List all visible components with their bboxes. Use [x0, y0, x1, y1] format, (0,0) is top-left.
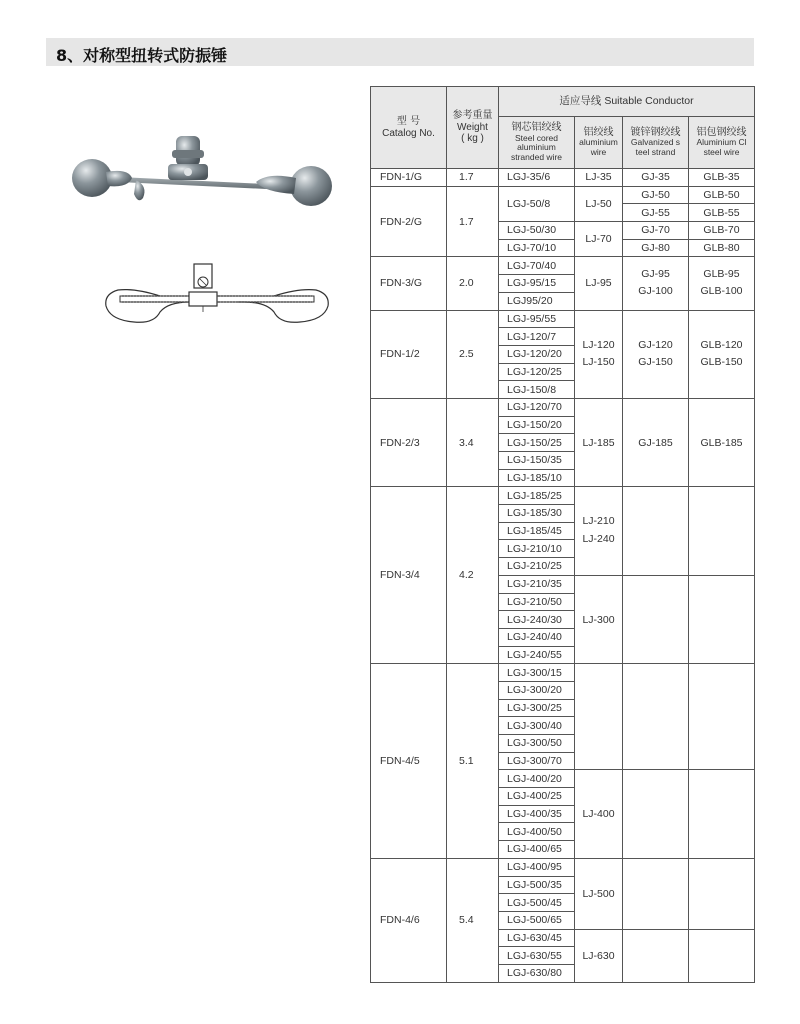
catalog-cell: FDN-3/G	[371, 257, 447, 310]
gj-cell-empty	[623, 575, 689, 663]
lj-cell: LJ-300	[575, 575, 623, 663]
gj-cell: GJ-185	[623, 398, 689, 486]
glb-cell-empty	[689, 770, 755, 858]
header-weight: 参考重量 Weight ( kg )	[447, 87, 499, 169]
section-header-bar	[46, 38, 754, 66]
catalog-cell: FDN-4/6	[371, 858, 447, 982]
glb-cell-empty	[689, 858, 755, 929]
lgj-cell: LGJ-300/15	[499, 664, 575, 682]
gj-cell: GJ-95 GJ-100	[623, 257, 689, 310]
lgj-cell: LGJ-300/40	[499, 717, 575, 735]
weight-cell: 5.1	[447, 664, 499, 859]
weight-cell: 1.7	[447, 169, 499, 187]
gj-cell-empty	[623, 664, 689, 770]
lgj-cell: LGJ-500/65	[499, 911, 575, 929]
damper-drawing	[100, 258, 334, 338]
lgj-cell: LGJ-95/15	[499, 275, 575, 293]
table-row	[371, 858, 755, 876]
lgj-cell: LGJ-400/95	[499, 858, 575, 876]
lgj-cell: LGJ-70/10	[499, 239, 575, 257]
glb-cell: GLB-185	[689, 398, 755, 486]
glb-cell: GLB-35	[689, 169, 755, 187]
lgj-cell: LGJ-120/25	[499, 363, 575, 381]
gj-cell: GJ-70	[623, 222, 689, 240]
lgj-cell: LGJ-630/45	[499, 929, 575, 947]
lj-cell: LJ-35	[575, 169, 623, 187]
weight-cell: 3.4	[447, 398, 499, 486]
header-suitable-conductor: 适应导线 Suitable Conductor	[499, 87, 755, 117]
lgj-cell: LGJ-400/25	[499, 788, 575, 806]
lgj-cell: LGJ-95/55	[499, 310, 575, 328]
lgj-cell: LGJ-500/45	[499, 894, 575, 912]
specification-table	[370, 86, 755, 983]
lj-cell: LJ-630	[575, 929, 623, 982]
gj-cell: GJ-120 GJ-150	[623, 310, 689, 398]
lgj-cell: LGJ-300/50	[499, 735, 575, 753]
lgj-cell: LGJ-150/35	[499, 452, 575, 470]
lgj-cell: LGJ-400/50	[499, 823, 575, 841]
lj-cell: LJ-120 LJ-150	[575, 310, 623, 398]
table-row	[371, 186, 755, 204]
lgj-cell: LGJ-400/35	[499, 805, 575, 823]
lgj-cell: LGJ-300/70	[499, 752, 575, 770]
weight-cell: 1.7	[447, 186, 499, 257]
glb-cell: GLB-95 GLB-100	[689, 257, 755, 310]
gj-cell-empty	[623, 929, 689, 982]
gj-cell-empty	[623, 858, 689, 929]
lgj-cell: LGJ-300/20	[499, 681, 575, 699]
table-row	[371, 169, 755, 187]
lgj-cell: LGJ-500/35	[499, 876, 575, 894]
lgj-cell: LGJ-240/40	[499, 628, 575, 646]
gj-cell-empty	[623, 487, 689, 575]
glb-cell-empty	[689, 487, 755, 575]
glb-cell-empty	[689, 575, 755, 663]
glb-cell: GLB-50	[689, 186, 755, 204]
lj-cell: LJ-210 LJ-240	[575, 487, 623, 575]
lj-cell: LJ-50	[575, 186, 623, 221]
catalog-cell: FDN-3/4	[371, 487, 447, 664]
lgj-cell: LGJ-150/25	[499, 434, 575, 452]
glb-cell-empty	[689, 664, 755, 770]
glb-cell: GLB-120 GLB-150	[689, 310, 755, 398]
lgj-cell: LGJ-35/6	[499, 169, 575, 187]
lj-cell: LJ-95	[575, 257, 623, 310]
lgj-cell: LGJ-240/30	[499, 611, 575, 629]
table-row	[371, 487, 755, 505]
header-aluminium-wire: 铝绞线 aluminium wire	[575, 117, 623, 169]
gj-cell: GJ-80	[623, 239, 689, 257]
table-row	[371, 257, 755, 275]
weight-cell: 4.2	[447, 487, 499, 664]
lgj-cell: LGJ-120/70	[499, 398, 575, 416]
lgj-cell: LGJ-240/55	[499, 646, 575, 664]
lgj-cell: LGJ-185/30	[499, 505, 575, 523]
header-catalog: 型 号 Catalog No.	[371, 87, 447, 169]
catalog-cell: FDN-1/G	[371, 169, 447, 187]
lgj-cell: LGJ-210/35	[499, 575, 575, 593]
lgj-cell: LGJ-120/7	[499, 328, 575, 346]
lj-cell: LJ-400	[575, 770, 623, 858]
lgj-cell: LGJ-210/10	[499, 540, 575, 558]
gj-cell: GJ-55	[623, 204, 689, 222]
table-row	[371, 398, 755, 416]
lj-cell: LJ-70	[575, 222, 623, 257]
lgj-cell: LGJ-185/10	[499, 469, 575, 487]
catalog-cell: FDN-4/5	[371, 664, 447, 859]
lgj-cell: LGJ95/20	[499, 292, 575, 310]
glb-cell-empty	[689, 929, 755, 982]
lgj-cell: LGJ-185/45	[499, 522, 575, 540]
lgj-cell: LGJ-120/20	[499, 345, 575, 363]
lj-cell: LJ-500	[575, 858, 623, 929]
lgj-cell: LGJ-400/20	[499, 770, 575, 788]
glb-cell: GLB-55	[689, 204, 755, 222]
damper-photo	[68, 128, 336, 218]
lgj-cell: LGJ-300/25	[499, 699, 575, 717]
header-galvanized-steel: 镀锌钢绞线 Galvanized s teel strand	[623, 117, 689, 169]
lgj-cell: LGJ-150/8	[499, 381, 575, 399]
lgj-cell: LGJ-50/30	[499, 222, 575, 240]
gj-cell: GJ-35	[623, 169, 689, 187]
lj-cell-empty	[575, 664, 623, 770]
gj-cell-empty	[623, 770, 689, 858]
lgj-cell: LGJ-70/40	[499, 257, 575, 275]
header-aluminium-clad-steel: 铝包钢绞线 Aluminium Cl steel wire	[689, 117, 755, 169]
header-steel-cored-aluminium: 钢芯铝绞线 Steel cored aluminium stranded wire	[499, 117, 575, 169]
weight-cell: 2.5	[447, 310, 499, 398]
table-row	[371, 310, 755, 328]
lj-cell: LJ-185	[575, 398, 623, 486]
section-title: 8、对称型扭转式防振锤	[56, 46, 228, 65]
weight-cell: 2.0	[447, 257, 499, 310]
lgj-cell: LGJ-630/55	[499, 947, 575, 965]
gj-cell: GJ-50	[623, 186, 689, 204]
table-row	[371, 664, 755, 682]
lgj-cell: LGJ-185/25	[499, 487, 575, 505]
catalog-cell: FDN-2/G	[371, 186, 447, 257]
lgj-cell: LGJ-400/65	[499, 841, 575, 859]
glb-cell: GLB-70	[689, 222, 755, 240]
catalog-cell: FDN-2/3	[371, 398, 447, 486]
glb-cell: GLB-80	[689, 239, 755, 257]
lgj-cell: LGJ-50/8	[499, 186, 575, 221]
weight-cell: 5.4	[447, 858, 499, 982]
lgj-cell: LGJ-150/20	[499, 416, 575, 434]
lgj-cell: LGJ-210/50	[499, 593, 575, 611]
lgj-cell: LGJ-630/80	[499, 964, 575, 982]
lgj-cell: LGJ-210/25	[499, 558, 575, 576]
catalog-cell: FDN-1/2	[371, 310, 447, 398]
